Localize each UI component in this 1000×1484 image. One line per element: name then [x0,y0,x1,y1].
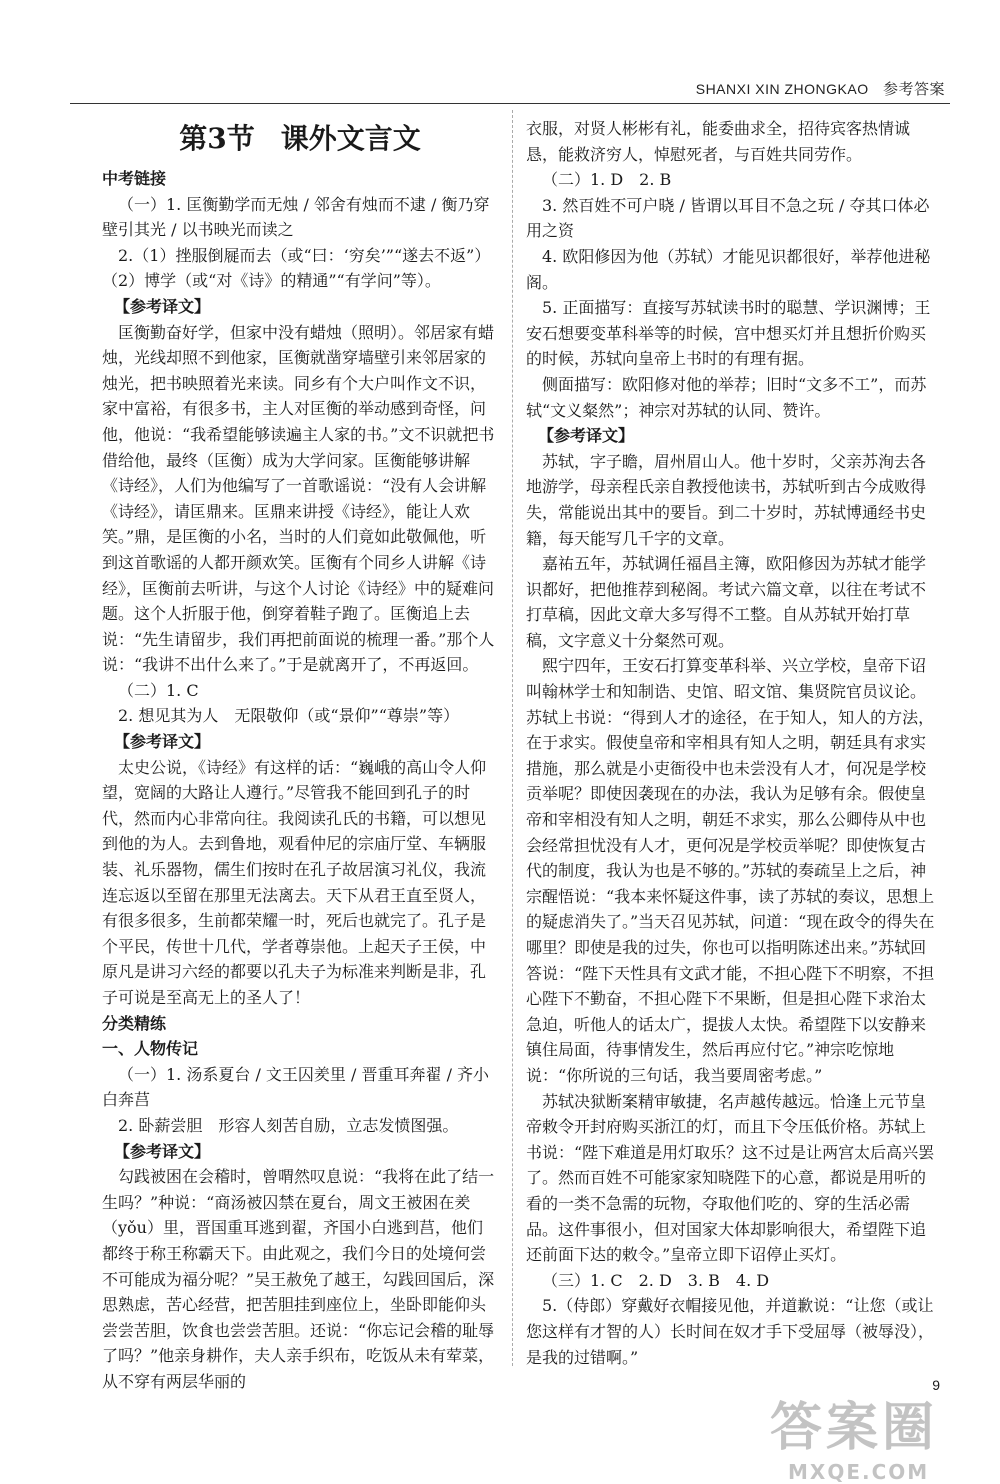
header-pinyin: SHANXI XIN ZHONGKAO [695,81,869,97]
paragraph: 侧面描写：欧阳修对他的举荐；旧时“文多不工”，而苏轼“文义粲然”；神宗对苏轼的认同、赞许。 [526,374,927,420]
reference-translation-heading: 【参考译文】 [114,1141,211,1161]
paragraph: 勾践被困在会稽时，曾喟然叹息说：“我将在此了结一生吗？”种说：“商汤被囚禁在夏台，周文王被困在羑（yǒu）里，晋国重耳逃到翟，齐国小白逃到莒，他们都终于称王称霸天下。由此观之，我们今日的处境何尝不可能成为福分呢？”吴王赦免了越王，勾践回国后，深思熟虑，苦心经营，把苦胆挂到座位上，坐卧即能仰头尝尝苦胆，饮食也尝尝苦胆。还说：“你忘记会稽的耻辱了吗？”他亲身耕作，夫人亲手织布，吃饭从未有荤菜，从不穿有两层华丽的 [102,1167,495,1391]
page-number: 9 [932,1377,940,1393]
paragraph: 3. 然百姓不可户晓 / 皆谓以耳目不急之玩 / 夺其口体必用之资 [526,195,930,241]
subheading: 一、人物传记 [102,1039,199,1059]
paragraph: 苏轼，字子瞻，眉州眉山人。他十岁时，父亲苏洵去各地游学，母亲程氏亲自教授他读书，苏轼听到古今成败得失，常能说出其中的要旨。到二十岁时，苏轼博通经书史籍，每天能写几千字的文章。 [526,451,927,548]
paragraph: 嘉祐五年，苏轼调任福昌主簿，欧阳修因为苏轼才能学识都好，把他推荐到秘阁。考试六篇文章，以往在考试不打草稿，因此文章大多写得不工整。自从苏轼开始打草稿，文字意义十分粲然可观。 [526,554,927,650]
section-number: 第3节 [179,122,255,155]
watermark-logo [770,1385,980,1484]
paragraph: 太史公说，《诗经》有这样的话：“巍峨的高山令人仰望，宽阔的大路让人遵行。”尽管我不能回到孔子的时代，然而内心非常向往。我阅读孔氏的书籍，可以想见到他的为人。去到鲁地，观看仲尼的宗庙厅堂、车辆服装、礼乐器物，儒生们按时在孔子故居演习礼仪，我流连忘返以至留在那里无法离去。天下从君王直至贤人，有很多很多，生前都荣耀一时，死后也就完了。孔子是个平民，传世十几代，学者尊崇他。上起天子王侯，中原凡是讲习六经的都要以孔夫子为标准来判断是非，孔子可说是至高无上的圣人了！ [102,757,487,1007]
paragraph: 衣服，对贤人彬彬有礼，能委曲求全，招待宾客热情诚恳，能救济穷人，悼慰死者，与百姓共同劳作。 [526,119,911,164]
watermark-url: MXQE.COM [788,1460,930,1484]
paragraph: 2.（1）挫服倒屣而去（或“曰：‘穷矣’”“遂去不返”）（2）博学（或“对《诗》的精通”“有学问”等）。 [102,245,491,291]
header-section: 参考答案 [882,80,945,98]
paragraph: 2. 卧薪尝胆 形容人刻苦自励，立志发愤图强。 [118,1115,459,1135]
section-title [102,122,498,156]
paragraph: 熙宁四年，王安石打算变革科举、兴立学校，皇帝下诏叫翰林学士和知制诰、史馆、昭文馆、集贤院官员议论。苏轼上书说：“得到人才的途径，在于知人，知人的方法，在于求实。假使皇帝和宰相具有知人之明，朝廷具有求实措施，那么就是小吏衙役中也未尝没有人才，何况是学校贡举呢？即使因袭现在的办法，我认为足够有余。假使皇帝和宰相没有知人之明，朝廷不求实，那么公卿侍从中也会经常担忧没有人才，更何况是学校贡举呢？即使恢复古代的制度，我认为也是不够的。”苏轼的奏疏呈上之后，神宗醒悟说：“我本来怀疑这件事，读了苏轼的奏议，思想上的疑虑消失了。”当天召见苏轼，问道：“现在政令的得失在哪里？即使是我的过失，你也可以指明陈述出来。”苏轼回答说：“陛下天性具有文武才能，不担心陛下不明察，不担心陛下不勤奋，不担心陛下不果断，但是担心陛下求治太急迫，听他人的话太广，提拔人太快。希望陛下以安静来镇住局面，待事情发生，然后再应付它。”神宗吃惊地说：“你所说的三句话，我当要周密考虑。” [526,656,935,1085]
reference-translation-heading: 【参考译文】 [538,426,635,446]
paragraph: （一）1. 汤系夏台 / 文王囚羑里 / 晋重耳奔翟 / 齐小白奔莒 [102,1064,490,1110]
paragraph: （二）1. C [118,680,199,700]
running-header [696,78,945,99]
paragraph: （二）1. D 2. B [542,170,672,190]
left-column [102,116,498,1395]
paragraph: 2. 想见其为人 无限敬仰（或“景仰”“尊崇”等） [118,706,460,726]
subheading: 中考链接 [102,169,167,188]
paragraph: 4. 欧阳修因为他（苏轼）才能见识都很好，举荐他进秘阁。 [526,246,931,292]
paragraph: 5.（侍郎）穿戴好衣帽接见他，并道歉说：“让您（或让您这样有才智的人）长时间在奴才手下受屈辱（被辱没），是我的过错啊。” [526,1296,935,1367]
watermark-text: 答案圈 [770,1398,939,1458]
reference-translation-heading: 【参考译文】 [114,296,211,316]
paragraph: （三）1. C 2. D 3. B 4. D [542,1270,770,1290]
section-name: 课外文言文 [280,122,421,155]
subheading: 分类精练 [102,1013,167,1033]
column-divider [512,110,513,1366]
right-column [526,116,938,1370]
paragraph: 苏轼决狱断案精审敏捷，名声越传越远。恰逢上元节皇帝敕令开封府购买浙江的灯，而且下令压低价格。苏轼上书说：“陛下难道是用灯取乐？这不过是让两宫太后高兴罢了。然而百姓不可能家家知晓陛下的心意，都说是用听的看的一类不急需的玩物，夺取他们吃的、穿的生活必需品。这件事很小，但对国家大体却影响很大，希望陛下追还前面下达的敕令。”皇帝立即下诏停止买灯。 [526,1091,935,1265]
reference-translation-heading: 【参考译文】 [114,732,211,752]
header-rule [70,103,950,104]
paragraph: （一）1. 匡衡勤学而无烛 / 邻舍有烛而不逮 / 衡乃穿壁引其光 / 以书映光而读之 [102,194,490,240]
paragraph: 5. 正面描写：直接写苏轼读书时的聪慧、学识渊博；王安石想要变革科举等的时候，宫中想买灯并且想折价购买的时候，苏轼向皇帝上书时的有理有据。 [526,298,931,369]
paragraph: 匡衡勤奋好学，但家中没有蜡烛（照明）。邻居家有蜡烛，光线却照不到他家，匡衡就凿穿墙壁引来邻居家的烛光，把书映照着光来读。同乡有个大户叫作文不识，家中富裕，有很多书，主人对匡衡的举动感到奇怪，问他，他说：“我希望能够读遍主人家的书。”文不识就把书借给他，最终（匡衡）成为大学问家。匡衡能够讲解《诗经》，人们为他编写了一首歌谣说：“没有人会讲解《诗经》，请匡鼎来。匡鼎来讲授《诗经》，能让人欢笑。”鼎，是匡衡的小名，当时的人们竟如此敬佩他，听到这首歌谣的人都开颜欢笑。匡衡有个同乡人讲解《诗经》，匡衡前去听讲，与这个人讨论《诗经》中的疑难问题。这个人折服于他，倒穿着鞋子跑了。匡衡追上去说：“先生请留步，我们再把前面说的梳理一番。”那个人说：“我讲不出什么来了。”于是就离开了，不再返回。 [102,322,495,675]
